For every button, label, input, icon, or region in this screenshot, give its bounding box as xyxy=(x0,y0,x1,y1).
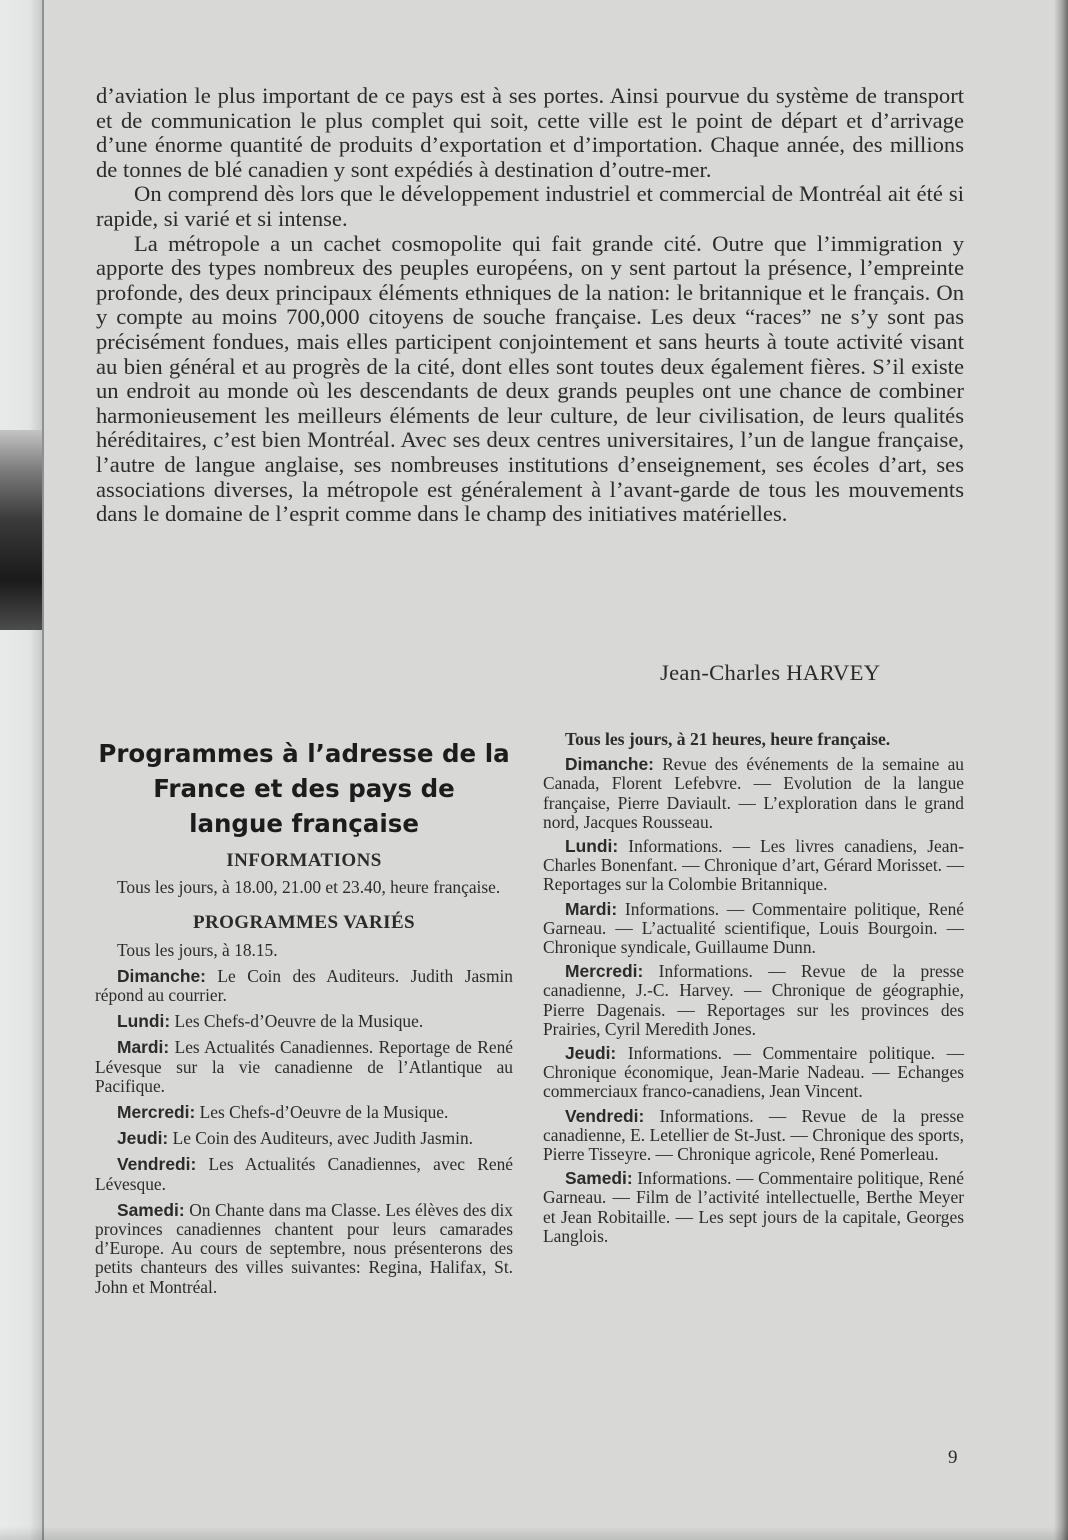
informations-title: INFORMATIONS xyxy=(226,850,382,871)
schedule-entry xyxy=(543,1044,964,1102)
day-text: Informations. — Les livres canadiens, Jean-Charles Bonenfant. — Chronique d’art, Gérard Morisset. — Reportages sur la Colombie Britannique. xyxy=(543,836,964,895)
day-text: Le Coin des Auditeurs, avec Judith Jasmin. xyxy=(168,1128,473,1149)
page-binding-left xyxy=(0,0,42,1540)
day-label: Dimanche: xyxy=(117,965,206,986)
schedule-entry xyxy=(95,967,513,1005)
day-text: Les Actualités Canadiennes. Reportage de René Lévesque sur la vie canadienne de l’Atlantique au Pacifique. xyxy=(95,1037,513,1096)
day-text: Informations. — Commentaire politique, René Garneau. — L’actualité scientifique, Louis Bourgoin. — Chronique syndicale, Guillaume Dunn. xyxy=(543,898,964,958)
day-text: Informations. — Revue de la presse canadienne, J.-C. Harvey. — Chronique de géographie, Pierre Dagenais. — Reportages sur les provinces des Prairies, Cyril Meredith Jones. xyxy=(543,961,964,1039)
right-column xyxy=(543,730,964,1251)
heading-line: France et des pays de xyxy=(153,774,455,803)
page-right-edge xyxy=(1054,0,1068,1540)
day-text: Les Actualités Canadiennes, avec René Lévesque. xyxy=(95,1154,513,1194)
day-text: Informations. — Commentaire politique, René Garneau. — Film de l’activité intellectuelle, Berthe Meyer et Jean Robitaille. — Les sept jours de la capitale, Georges Langlois. xyxy=(543,1168,964,1246)
left-column xyxy=(95,736,513,1304)
page-number: 9 xyxy=(948,1447,958,1468)
day-text: Informations. — Revue de la presse canadienne, E. Letellier de St-Just. — Chronique des sports, Pierre Tisseyre. — Chronique agricole, René Pomerleau. xyxy=(543,1105,964,1165)
day-label: Jeudi: xyxy=(565,1043,617,1064)
schedule-entry xyxy=(543,1169,964,1246)
schedule-entry xyxy=(543,1107,964,1165)
day-label: Samedi: xyxy=(117,1199,185,1220)
schedule-entry xyxy=(95,1129,513,1148)
schedule-entry xyxy=(543,755,964,832)
day-label: Vendredi: xyxy=(117,1154,197,1175)
right-column-intro: Tous les jours, à 21 heures, heure française. xyxy=(565,729,891,749)
heading-line: langue française xyxy=(189,809,419,838)
essay-signature: Jean-Charles HARVEY xyxy=(660,660,881,685)
binding-rule xyxy=(42,0,44,1540)
schedule-entry xyxy=(543,900,964,958)
day-text: Revue des événements de la semaine au Canada, Florent Lefebvre. — Evolution de la langue française, Pierre Daviault. — L’exploration dans le grand nord, Jacques Rousseau. xyxy=(543,754,964,832)
day-label: Samedi: xyxy=(565,1168,633,1189)
day-label: Dimanche: xyxy=(565,754,654,775)
essay-paragraph: La métropole a un cachet cosmopolite qui fait grande cité. Outre que l’immigration y apporte des types nombreux des peuples européens, on y sent partout la présence, l’empreinte profonde, des deux principaux éléments ethniques de la nation: le britannique et le français. On y compte au moins 700,000 citoyens de souche française. Les deux “races” ne s’y sont pas précisément fondues, mais elles participent conjointement et sans heurts à toute activité visant au bien général et au progrès de la cité, dont elles sont toutes deux également fières. S’il existe un endroit au monde où les descendants de deux grands peuples ont une chance de combiner harmonieusement les meilleurs éléments de leur culture, de leur civilisation, de leurs qualités héréditaires, c’est bien Montréal. Avec ses deux centres universitaires, l’un de langue française, l’autre de langue anglaise, ses nombreuses institutions d’enseignement, ses écoles d’art, ses associations diverses, la métropole est généralement à l’avant-garde de tous les mouvements dans le domaine de l’esprit comme dans le champ des initiatives matérielles. xyxy=(96,230,964,527)
programmes-varies-intro: Tous les jours, à 18.15. xyxy=(117,939,278,960)
section-heading xyxy=(95,736,513,841)
schedule-entry xyxy=(95,1103,513,1122)
essay-paragraph: On comprend dès lors que le développement industriel et commercial de Montréal ait été si rapide, si varié et si intense. xyxy=(96,181,964,231)
programmes-varies-title: PROGRAMMES VARIÉS xyxy=(193,912,415,934)
day-label: Lundi: xyxy=(117,1011,171,1032)
schedule-entry xyxy=(95,1201,513,1297)
essay-paragraph: d’aviation le plus important de ce pays est à ses portes. Ainsi pourvue du système de transport et de communication le plus complet qui soit, cette ville est le point de départ et d’arrivage d’une énorme quantité de produits d’exportation et d’importation. Chaque année, des millions de tonnes de blé canadien y sont expédiés à destination d’outre-mer. xyxy=(96,83,964,182)
day-label: Vendredi: xyxy=(565,1105,645,1126)
day-label: Jeudi: xyxy=(117,1128,169,1149)
informations-text: Tous les jours, à 18.00, 21.00 et 23.40, heure française. xyxy=(117,877,501,898)
day-text: Les Chefs-d’Oeuvre de la Musique. xyxy=(195,1102,449,1123)
day-label: Mercredi: xyxy=(565,961,644,982)
schedule-entry xyxy=(543,962,964,1039)
schedule-entry xyxy=(543,837,964,895)
day-text: Informations. — Commentaire politique. — Chronique économique, Jean-Marie Nadeau. — Echanges commerciaux franco-canadiens, Jean Vincent. xyxy=(543,1043,964,1102)
day-label: Mardi: xyxy=(117,1037,170,1058)
essay-text xyxy=(96,84,964,527)
schedule-entry xyxy=(95,1012,513,1031)
day-text: On Chante dans ma Classe. Les élèves des dix provinces canadiennes chantent pour leurs camarades d’Europe. Au cours de septembre, nous présenterons des petits chanteurs des villes suivantes: Regina, Halifax, St. John et Montréal. xyxy=(95,1199,513,1297)
schedule-entry xyxy=(95,1038,513,1096)
adjacent-page-photo-strip xyxy=(0,430,42,630)
heading-line: Programmes à l’adresse de la xyxy=(98,739,510,768)
day-label: Mardi: xyxy=(565,898,618,919)
day-label: Lundi: xyxy=(565,836,619,857)
day-label: Mercredi: xyxy=(117,1102,196,1123)
page-bottom-shadow xyxy=(0,1526,1068,1540)
day-text: Les Chefs-d’Oeuvre de la Musique. xyxy=(170,1011,424,1032)
day-text: Le Coin des Auditeurs. Judith Jasmin répond au courrier. xyxy=(95,965,513,1006)
schedule-entry xyxy=(95,1155,513,1193)
